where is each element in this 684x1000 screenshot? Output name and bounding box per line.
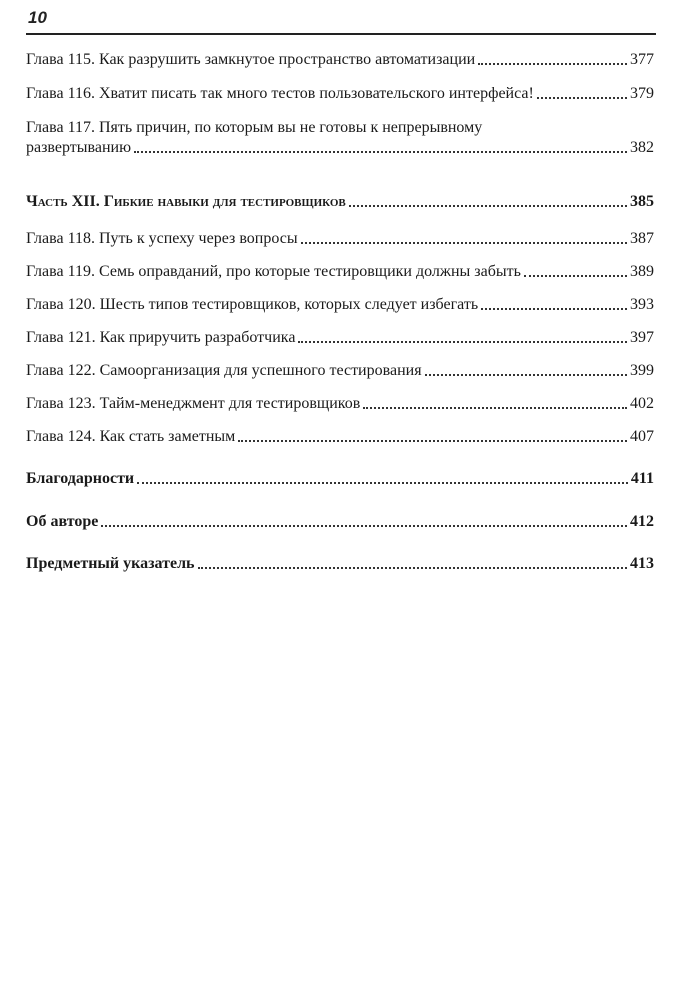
toc-entry-page: 387 — [630, 230, 654, 247]
toc-entry-title-line2: развертыванию — [26, 139, 132, 156]
toc-entry-chapter-124[interactable] — [26, 427, 654, 447]
toc-entry-title: Глава 118. Путь к успеху через вопросы — [26, 230, 298, 247]
toc-entry-chapter-117[interactable] — [26, 118, 654, 158]
dot-leader — [301, 242, 627, 244]
dot-leader — [537, 97, 627, 99]
toc-entry-page: 397 — [630, 329, 654, 346]
toc-entry-chapter-118[interactable] — [26, 229, 654, 249]
dot-leader — [524, 275, 627, 277]
toc-entry-chapter-119[interactable] — [26, 262, 654, 282]
dot-leader — [478, 63, 627, 65]
dot-leader — [425, 374, 627, 376]
toc-entry-page: 413 — [630, 555, 654, 572]
dot-leader — [481, 308, 627, 310]
toc-entry-page: 393 — [630, 296, 654, 313]
dot-leader — [137, 482, 628, 484]
toc-entry-page: 389 — [630, 263, 654, 280]
toc-entry-page: 399 — [630, 362, 654, 379]
toc-entry-about-author[interactable] — [26, 512, 654, 532]
toc-entry-page: 379 — [630, 85, 654, 102]
toc-entry-part-12[interactable] — [26, 192, 654, 212]
toc-entry-chapter-120[interactable] — [26, 295, 654, 315]
toc-entry-title: Глава 124. Как стать заметным — [26, 428, 236, 445]
toc-entry-page: 412 — [630, 513, 654, 530]
toc-entry-page: 411 — [630, 470, 654, 487]
toc-entry-page: 407 — [630, 428, 654, 445]
toc-entry-title: Благодарности — [26, 470, 135, 487]
toc-entry-title: Глава 123. Тайм-менеджмент для тестировщиков — [26, 395, 361, 412]
dot-leader — [198, 567, 627, 569]
toc-entry-page: 377 — [630, 51, 654, 68]
toc-entry-title: Глава 120. Шесть типов тестировщиков, которых следует избегать — [26, 296, 479, 313]
toc-entry-page: 402 — [630, 395, 654, 412]
dot-leader — [101, 525, 627, 527]
toc-entry-chapter-115[interactable] — [26, 50, 654, 70]
dot-leader — [298, 341, 627, 343]
toc-entry-acknowledgements[interactable] — [26, 469, 654, 489]
dot-leader — [363, 407, 627, 409]
toc-entry-chapter-122[interactable] — [26, 361, 654, 381]
toc-entry-title: Часть XII. Гибкие навыки для тестировщиков — [26, 193, 346, 210]
toc-entry-page: 382 — [630, 139, 654, 156]
dot-leader — [238, 440, 627, 442]
toc-entry-title: Глава 116. Хватит писать так много тестов пользовательского интерфейса! — [26, 85, 534, 102]
toc-entry-title: Глава 121. Как приручить разработчика — [26, 329, 296, 346]
toc-entry-page: 385 — [630, 193, 654, 210]
page-number: 10 — [28, 8, 47, 27]
dot-leader — [134, 151, 627, 153]
toc-entry-chapter-123[interactable] — [26, 394, 654, 414]
toc-entry-title: Глава 119. Семь оправданий, про которые тестировщики должны забыть — [26, 263, 521, 280]
toc-entry-title: Глава 122. Самоорганизация для успешного тестирования — [26, 362, 422, 379]
dot-leader — [349, 205, 627, 207]
toc-entry-title: Предметный указатель — [26, 555, 195, 572]
toc-entry-chapter-121[interactable] — [26, 328, 654, 348]
toc-entry-title-line1: Глава 117. Пять причин, по которым вы не готовы к непрерывному — [26, 119, 483, 136]
toc-entry-subject-index[interactable] — [26, 554, 654, 574]
toc-entry-title: Глава 115. Как разрушить замкнутое пространство автоматизации — [26, 51, 476, 68]
toc-entry-title: Об авторе — [26, 513, 99, 530]
header-rule — [26, 33, 656, 35]
toc-entry-chapter-116[interactable] — [26, 84, 654, 104]
